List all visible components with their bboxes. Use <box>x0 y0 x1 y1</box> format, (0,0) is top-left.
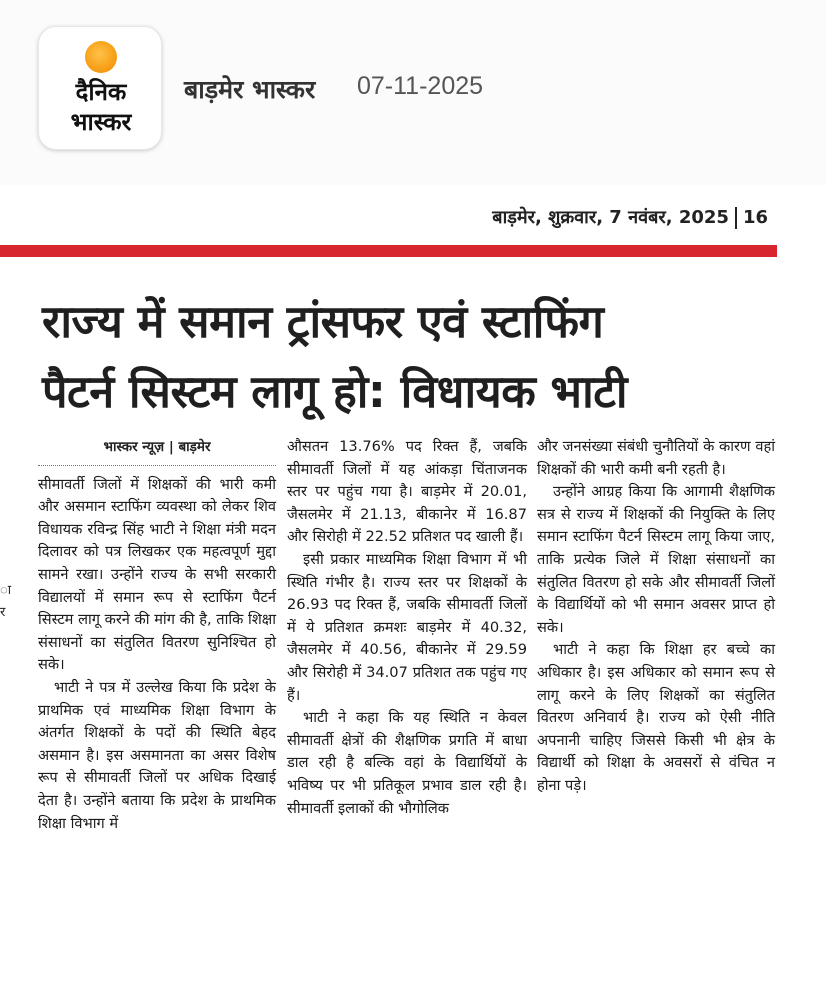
edge-fragment: र <box>0 605 6 620</box>
logo-text-line2: भास्कर <box>70 108 132 136</box>
section-divider-bar <box>0 245 777 257</box>
app-header <box>0 0 826 185</box>
edition-name: बाड़मेर भास्कर <box>184 75 316 104</box>
article-column-1 <box>38 436 276 835</box>
article-column-3 <box>537 436 775 798</box>
headline-line-2: पैटर्न सिस्टम लागू हो: विधायक भाटी <box>42 365 628 418</box>
adjacent-article-fragment <box>0 580 11 624</box>
article-paragraph: भाटी ने कहा कि शिक्षा हर बच्चे का अधिकार है। इस अधिकार को समान रूप से लागू करने के लिए शिक्षकों का संतुलित वितरण अनिवार्य है। राज्य को ऐसी नीति अपनानी चाहिए जिससे किसी भी क्षेत्र के विद्यार्थी को शिक्षा के अवसरों से वंचित न होना पड़े। <box>537 641 775 794</box>
article-column-2 <box>287 436 527 820</box>
sun-logo-icon <box>85 41 117 73</box>
page-dateline <box>468 205 768 229</box>
article-paragraph: भाटी ने पत्र में उल्लेख किया कि प्रदेश के प्राथमिक एवं माध्यमिक शिक्षा विभाग के अंतर्गत शिक्षकों के पदों की स्थिति बेहद असमान है। इस असमानता का असर विशेष रूप से सीमावर्ती जिलों पर अधिक दिखाई देता है। उन्होंने बताया कि प्रदेश के प्राथमिक शिक्षा विभाग में <box>38 678 276 832</box>
publisher-logo[interactable] <box>38 26 162 150</box>
edition-date: 07-11-2025 <box>357 72 484 100</box>
article-paragraph: भाटी ने कहा कि यह स्थिति न केवल सीमावर्ती क्षेत्रों की शैक्षणिक प्रगति में बाधा डाल रही है बल्कि वहां के विद्यार्थियों के भविष्य पर भी प्रतिकूल प्रभाव डाल रही है। सीमावर्ती इलाकों की भौगोलिक <box>287 709 527 817</box>
byline: भास्कर न्यूज़ | बाड़मेर <box>38 436 276 466</box>
edge-fragment: ा <box>0 583 12 598</box>
article-paragraph: और जनसंख्या संबंधी चुनौतियों के कारण वहां शिक्षकों की भारी कमी बनी रहती है। <box>537 438 775 478</box>
headline-line-1: राज्य में समान ट्रांसफर एवं स्टाफिंग <box>42 295 604 348</box>
logo-text-line1: दैनिक <box>75 78 127 106</box>
page-number: 16 <box>742 207 768 228</box>
article-paragraph: औसतन 13.76% पद रिक्त हैं, जबकि सीमावर्ती जिलों में यह आंकड़ा चिंताजनक स्तर पर पहुंच गया है। बाड़मेर में 20.01, जैसलमेर में 21.13, बीकानेर में 16.87 और सिरोही में 22.52 प्रतिशत पद खाली हैं। <box>287 438 527 546</box>
page-separator <box>735 207 737 229</box>
article-paragraph: उन्होंने आग्रह किया कि आगामी शैक्षणिक सत्र से राज्य में शिक्षकों की नियुक्ति के लिए समान स्टाफिंग पैटर्न सिस्टम लागू किया जाए, ताकि प्रत्येक जिले में शिक्षा संसाधनों का संतुलित वितरण हो सके और सीमावर्ती जिलों के विद्यार्थियों को भी समान अवसर प्राप्त हो सके। <box>537 483 775 636</box>
dateline-text: बाड़मेर, शुक्रवार, 7 नवंबर, 2025 <box>492 207 729 228</box>
article-paragraph: इसी प्रकार माध्यमिक शिक्षा विभाग में भी स्थिति गंभीर है। राज्य स्तर पर शिक्षकों के 26.93 पद रिक्त हैं, जबकि सीमावर्ती जिलों में ये प्रतिशत क्रमशः बाड़मेर में 40.32, जैसलमेर में 40.56, बीकानेर में 29.59 और सिरोही में 34.07 प्रतिशत तक पहुंच गए हैं। <box>287 550 527 704</box>
article-paragraph: सीमावर्ती जिलों में शिक्षकों की भारी कमी और असमान स्टाफिंग व्यवस्था को लेकर शिव विधायक रविन्द्र सिंह भाटी ने शिक्षा मंत्री मदन दिलावर को पत्र लिखकर एक महत्वपूर्ण मुद्दा सामने रखा। उन्होंने राज्य के सभी सरकारी विद्यालयों में समान रूप से स्टाफिंग पैटर्न सिस्टम लागू करने की मांग की है, ताकि शिक्षा संसाधनों का संतुलित वितरण सुनिश्चित हो सके। <box>38 475 276 674</box>
